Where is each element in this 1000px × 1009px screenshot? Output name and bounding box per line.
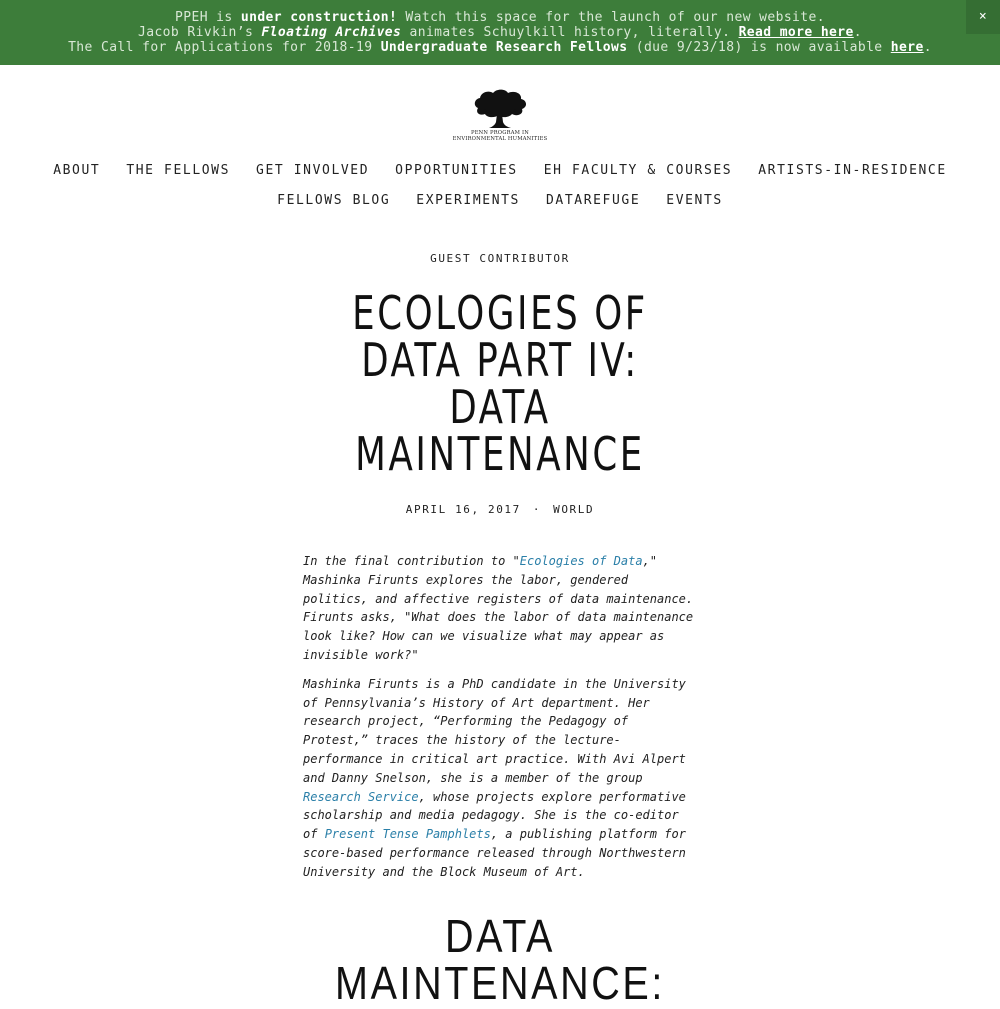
present-tense-pamphlets-link[interactable]: Present Tense Pamphlets <box>324 827 491 842</box>
section-heading-line: MAINTENANCE: <box>335 957 665 1009</box>
post-title <box>285 286 715 481</box>
research-service-link[interactable]: Research Service <box>303 789 419 804</box>
paragraph-text: ," Mashinka Firunts explores the labor, gendered politics, and affective registers of data maintenance. Firunts asks, "What does the labor of data maintenance look like? How can we visualize what may appear as invisible work?" <box>303 554 694 662</box>
site-logo[interactable] <box>450 88 550 144</box>
post-tag-link[interactable]: WORLD <box>553 503 595 516</box>
read-more-link[interactable]: Read more here <box>738 25 854 40</box>
logo-line-2: ENVIRONMENTAL HUMANITIES <box>452 136 548 142</box>
post-body <box>303 552 698 892</box>
tree-icon <box>470 88 530 130</box>
banner-line-3 <box>0 40 1000 55</box>
intro-paragraph <box>303 552 698 665</box>
post-date: APRIL 16, 2017 <box>405 503 521 516</box>
banner-text: . <box>853 25 862 40</box>
paragraph-text: In the final contribution to " <box>303 554 520 568</box>
banner-text: PPEH is <box>175 10 241 25</box>
ecologies-of-data-link[interactable]: Ecologies of Data <box>519 554 643 568</box>
post-meta <box>0 503 1000 516</box>
nav-opportunities[interactable]: OPPORTUNITIES <box>395 163 518 178</box>
close-icon[interactable]: × <box>966 0 1000 34</box>
nav-events[interactable]: EVENTS <box>666 193 723 208</box>
section-heading <box>285 910 715 1009</box>
nav-experiments[interactable]: EXPERIMENTS <box>416 193 520 208</box>
banner-line-1 <box>0 10 1000 25</box>
post-category[interactable]: GUEST CONTRIBUTOR <box>430 252 570 265</box>
main-nav-row-1 <box>0 163 1000 178</box>
nav-about[interactable]: ABOUT <box>53 163 101 178</box>
logo-line-1: PENN PROGRAM IN <box>471 130 529 136</box>
paragraph-text: Mashinka Firunts is a PhD candidate in the University of Pennsylvania’s History of Art department. Her research project, “Performing the Pedagogy of Protest,” traces the history of the lecture-performance in critical art practice. With Avi Alpert and Danny Snelson, she is a member of the group <box>303 676 686 785</box>
paragraph-text: , whose projects explore performative scholarship and media pedagogy. She is the co-editor of <box>303 789 686 842</box>
banner-emphasis: Floating Archives <box>261 25 402 40</box>
nav-fellows-blog[interactable]: FELLOWS BLOG <box>277 193 391 208</box>
banner-text: Jacob Rivkin’s <box>138 25 262 40</box>
title-line: MAINTENANCE <box>355 427 645 481</box>
nav-get-involved[interactable]: GET INVOLVED <box>256 163 370 178</box>
banner-text: The Call for Applications for 2018-19 <box>68 40 381 55</box>
nav-eh-faculty-courses[interactable]: EH FACULTY & COURSES <box>543 163 733 178</box>
banner-text: animates Schuylkill history, literally. <box>401 25 739 40</box>
main-nav-row-2 <box>0 193 1000 208</box>
title-line: DATA PART IV: <box>361 333 639 387</box>
announcement-banner <box>0 0 1000 65</box>
paragraph-text: , a publishing platform for score-based performance released through Northwestern University and the Block Museum of Art. <box>303 827 686 879</box>
nav-datarefuge[interactable]: DATAREFUGE <box>545 193 641 208</box>
banner-text: Watch this space for the launch of our new website. <box>397 10 825 25</box>
title-line: ECOLOGIES OF <box>352 286 648 340</box>
title-line: DATA <box>449 380 551 434</box>
banner-line-2 <box>0 25 1000 40</box>
banner-text: (due 9/23/18) is now available <box>627 40 891 55</box>
section-heading-line: DATA <box>445 910 555 962</box>
nav-the-fellows[interactable]: THE FELLOWS <box>126 163 231 178</box>
banner-emphasis: Undergraduate Research Fellows <box>380 40 628 55</box>
nav-artists-in-residence[interactable]: ARTISTS-IN-RESIDENCE <box>758 163 947 178</box>
bio-paragraph <box>303 675 698 882</box>
applications-link[interactable]: here <box>890 40 924 55</box>
banner-text: . <box>923 40 932 55</box>
banner-emphasis: under construction! <box>240 10 398 25</box>
meta-separator: · <box>532 503 542 516</box>
